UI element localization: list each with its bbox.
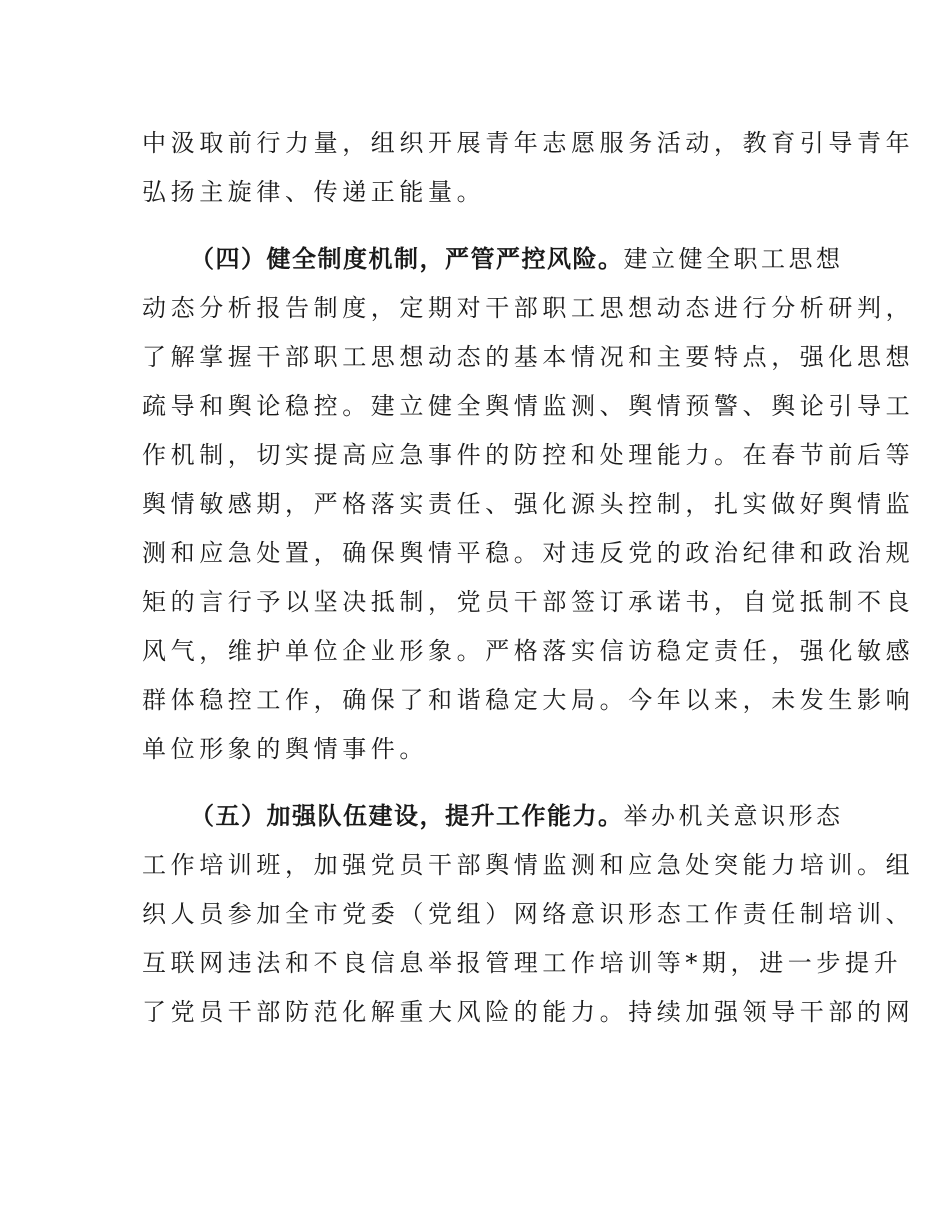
text-line: 风气，维护单位企业形象。严格落实信访稳定责任，强化敏感 [142, 637, 915, 665]
text-line: 弘扬主旋律、传递正能量。 [142, 178, 486, 206]
text-line: 了党员干部防范化解重大风险的能力。持续加强领导干部的网 [142, 998, 915, 1026]
text-span: 举办机关意识形态 [623, 802, 844, 830]
text-line: 疏导和舆论稳控。建立健全舆情监测、舆情预警、舆论引导工 [142, 392, 915, 420]
text-line: 单位形象的舆情事件。 [142, 735, 428, 763]
text-line: 了解掌握干部职工思想动态的基本情况和主要特点，强化思想 [142, 343, 915, 371]
text-line: 群体稳控工作，确保了和谐稳定大局。今年以来，未发生影响 [142, 686, 915, 714]
text-line: 工作培训班，加强党员干部舆情监测和应急处突能力培训。组 [142, 851, 915, 879]
text-span: 建立健全职工思想 [623, 245, 844, 273]
text-line: 动态分析报告制度，定期对干部职工思想动态进行分析研判， [142, 294, 915, 322]
section-heading: （四）健全制度机制，严管严控风险。 [190, 245, 624, 273]
paragraph-first-line [190, 800, 844, 832]
text-line: 中汲取前行力量，组织开展青年志愿服务活动，教育引导青年 [142, 129, 915, 157]
paragraph-first-line [190, 243, 844, 275]
section-heading: （五）加强队伍建设，提升工作能力。 [190, 802, 624, 830]
text-line: 互联网违法和不良信息举报管理工作培训等*期，进一步提升 [142, 949, 903, 977]
text-line: 织人员参加全市党委（党组）网络意识形态工作责任制培训、 [142, 900, 915, 928]
text-line: 测和应急处置，确保舆情平稳。对违反党的政治纪律和政治规 [142, 539, 915, 567]
text-line: 舆情敏感期，严格落实责任、强化源头控制，扎实做好舆情监 [142, 490, 915, 518]
text-line: 作机制，切实提高应急事件的防控和处理能力。在春节前后等 [142, 441, 915, 469]
text-line: 矩的言行予以坚决抵制，党员干部签订承诺书，自觉抵制不良 [142, 588, 915, 616]
